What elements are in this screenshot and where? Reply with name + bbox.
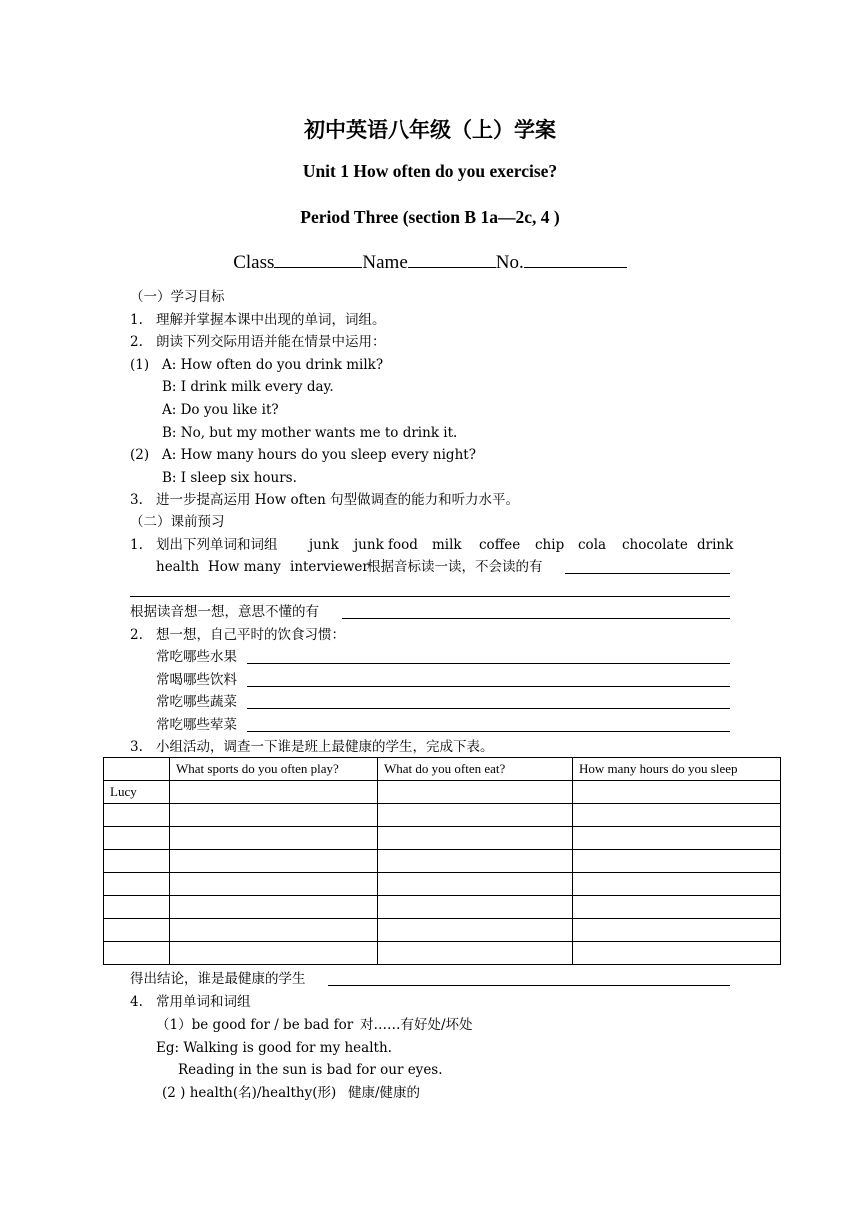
table-cell[interactable] [170, 804, 378, 827]
no-label: No. [495, 252, 524, 273]
table-cell[interactable] [104, 873, 170, 896]
s1-item1-text: 理解并掌握本课中出现的单词，词组。 [156, 312, 386, 328]
table-cell[interactable] [573, 804, 781, 827]
table-cell[interactable] [573, 942, 781, 965]
table-cell[interactable] [104, 919, 170, 942]
class-blank [274, 251, 362, 268]
s2-item1-num: 1. [130, 537, 143, 553]
table-row [104, 873, 781, 896]
s2-item3-num: 3. [130, 739, 143, 755]
s1-item2-text: 朗读下列交际用语并能在情景中运用： [156, 334, 386, 350]
class-label: Class [233, 252, 275, 273]
table-header-cell [104, 758, 170, 781]
table-cell[interactable] [378, 850, 573, 873]
vocab-word: coffee [479, 537, 521, 553]
phrase-2: (2 ) health(名)/healthy(形) [162, 1085, 337, 1101]
period-title: Period Three (section B 1a—2c, 4 ) [300, 207, 560, 227]
table-row [104, 942, 781, 965]
name-label: Name [362, 252, 408, 273]
table-row [104, 850, 781, 873]
habit-label: 常吃哪些水果 [156, 649, 237, 665]
answer-line [247, 663, 730, 664]
table-cell[interactable] [170, 850, 378, 873]
vocab-word: cola [578, 537, 607, 553]
table-cell[interactable] [170, 896, 378, 919]
s2-item1-tail: 根据音标读一读，不会读的有 [367, 559, 543, 575]
table-header-row [104, 758, 781, 781]
section2-heading: （二）课前预习 [130, 514, 225, 530]
answer-line [130, 596, 730, 597]
dialog2-line: A: How many hours do you sleep every night? [162, 447, 476, 463]
table-cell[interactable] [378, 942, 573, 965]
s1-item3-text: 进一步提高运用 How often 句型做调查的能力和听力水平。 [156, 492, 520, 508]
answer-line [247, 708, 730, 709]
section1-heading: （一）学习目标 [130, 289, 225, 305]
table-cell[interactable] [170, 873, 378, 896]
table-cell[interactable] [170, 919, 378, 942]
dialog1-line: A: How often do you drink milk? [162, 357, 384, 373]
table-cell[interactable] [573, 896, 781, 919]
habit-label: 常吃哪些蔬菜 [156, 694, 237, 710]
table-cell[interactable] [573, 781, 781, 804]
habit-label: 常喝哪些饮料 [156, 672, 237, 688]
table-cell[interactable] [378, 919, 573, 942]
table-cell[interactable] [378, 781, 573, 804]
s2-item2-text: 想一想，自己平时的饮食习惯： [156, 627, 345, 643]
table-cell[interactable] [378, 804, 573, 827]
table-cell[interactable] [104, 850, 170, 873]
habit-label: 常吃哪些荤菜 [156, 717, 237, 733]
answer-line [247, 731, 730, 732]
s1-item3-num: 3. [130, 492, 143, 508]
table-cell[interactable] [170, 827, 378, 850]
vocab-word: milk [432, 537, 462, 553]
vocab-word: chocolate [622, 537, 688, 553]
answer-line [565, 573, 730, 574]
dialog1-line: B: I drink milk every day. [162, 379, 334, 395]
phrase-2-meaning: 健康/健康的 [348, 1085, 421, 1101]
table-cell[interactable] [104, 827, 170, 850]
s1-item1-num: 1. [130, 312, 143, 328]
table-row [104, 781, 781, 804]
table-cell[interactable] [378, 827, 573, 850]
page-title: 初中英语八年级（上）学案 [304, 117, 556, 142]
conclusion-label: 得出结论，谁是最健康的学生 [130, 971, 306, 987]
table-cell[interactable] [573, 873, 781, 896]
table-cell[interactable] [104, 804, 170, 827]
table-cell[interactable] [170, 942, 378, 965]
table-header-cell: What do you often eat? [378, 758, 573, 781]
table-cell[interactable] [104, 942, 170, 965]
table-cell[interactable] [378, 873, 573, 896]
table-header-cell: What sports do you often play? [170, 758, 378, 781]
table-row [104, 896, 781, 919]
table-cell[interactable] [170, 781, 378, 804]
vocab-word: drink [697, 537, 734, 553]
table-cell[interactable]: Lucy [104, 781, 170, 804]
table-cell[interactable] [573, 850, 781, 873]
table-cell[interactable] [573, 919, 781, 942]
answer-line [247, 686, 730, 687]
table-cell[interactable] [378, 896, 573, 919]
s2-item4-text: 常用单词和词组 [156, 994, 251, 1010]
vocab-word: junk food [354, 537, 418, 553]
example-line: Eg: Walking is good for my health. [156, 1040, 392, 1056]
table-cell[interactable] [104, 896, 170, 919]
table-header-cell: How many hours do you sleep [573, 758, 781, 781]
s2-item1-line3: 根据读音想一想，意思不懂的有 [130, 604, 319, 620]
s2-item1-lead: 划出下列单词和词组 [156, 537, 278, 553]
answer-line [328, 985, 730, 986]
dialog1-num: (1) [130, 357, 150, 373]
phrase-1-meaning: 对……有好处/坏处 [360, 1017, 473, 1033]
s2-item4-num: 4. [130, 994, 143, 1010]
table-row [104, 827, 781, 850]
s1-item2-num: 2. [130, 334, 143, 350]
table-cell[interactable] [573, 827, 781, 850]
phrase-1: （1）be good for / be bad for [156, 1017, 354, 1033]
dialog1-line: A: Do you like it? [162, 402, 279, 418]
s2-item2-num: 2. [130, 627, 143, 643]
dialog2-line: B: I sleep six hours. [162, 470, 297, 486]
survey-table [103, 757, 781, 965]
vocab-word: interviewer [290, 559, 369, 575]
dialog1-line: B: No, but my mother wants me to drink it. [162, 425, 458, 441]
class-name-no-line [0, 251, 860, 274]
vocab-word: health [156, 559, 200, 575]
s2-item3-text: 小组活动，调查一下谁是班上最健康的学生，完成下表。 [156, 739, 494, 755]
answer-line [342, 618, 730, 619]
no-blank [524, 251, 627, 268]
table-row [104, 919, 781, 942]
example-line: Reading in the sun is bad for our eyes. [178, 1062, 443, 1078]
vocab-word: junk [309, 537, 339, 553]
dialog2-num: (2) [130, 447, 150, 463]
vocab-word: How many [208, 559, 281, 575]
name-blank [408, 251, 496, 268]
vocab-word: chip [535, 537, 565, 553]
table-row [104, 804, 781, 827]
unit-title: Unit 1 How often do you exercise? [302, 161, 558, 181]
